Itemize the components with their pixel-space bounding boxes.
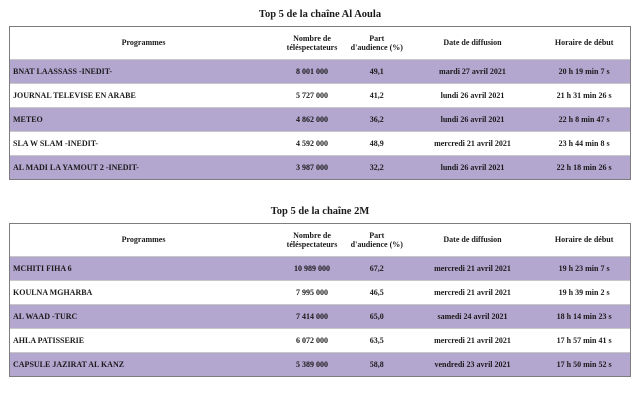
table-row bbox=[10, 131, 630, 155]
cell-viewers: 10 989 000 bbox=[294, 264, 330, 273]
table-row bbox=[10, 256, 630, 280]
cell-start-time: 23 h 44 min 8 s bbox=[558, 139, 610, 148]
cell-start-time: 17 h 57 min 41 s bbox=[556, 336, 612, 345]
table-row bbox=[10, 155, 630, 179]
table-row bbox=[10, 352, 630, 376]
table-row bbox=[10, 304, 630, 328]
table-row bbox=[10, 328, 630, 352]
cell-share: 67,2 bbox=[369, 264, 384, 273]
header-viewers: Nombre de téléspectateurs bbox=[286, 230, 338, 249]
cell-viewers: 7 414 000 bbox=[296, 312, 328, 321]
cell-programme: METEO bbox=[13, 115, 43, 124]
header-start-time: Horaire de début bbox=[554, 235, 614, 245]
cell-share: 58,8 bbox=[369, 360, 384, 369]
table-header bbox=[10, 27, 630, 59]
cell-share: 41,2 bbox=[369, 91, 384, 100]
cell-viewers: 3 987 000 bbox=[296, 163, 328, 172]
cell-programme: MCHITI FIHA 6 bbox=[13, 264, 72, 273]
table-title-al-aoula: Top 5 de la chaîne Al Aoula bbox=[258, 9, 382, 20]
cell-date: lundi 26 avril 2021 bbox=[440, 91, 505, 100]
header-programmes: Programmes bbox=[121, 235, 166, 245]
table-row bbox=[10, 59, 630, 83]
cell-date: mercredi 21 avril 2021 bbox=[434, 139, 511, 148]
cell-viewers: 5 727 000 bbox=[296, 91, 328, 100]
cell-share: 32,2 bbox=[369, 163, 384, 172]
cell-programme: AHLA PATISSERIE bbox=[13, 336, 85, 345]
table-header bbox=[10, 224, 630, 256]
cell-start-time: 22 h 18 min 26 s bbox=[556, 163, 612, 172]
cell-start-time: 19 h 39 min 2 s bbox=[558, 288, 610, 297]
table-row bbox=[10, 107, 630, 131]
cell-date: mercredi 21 avril 2021 bbox=[434, 336, 511, 345]
cell-viewers: 5 389 000 bbox=[296, 360, 328, 369]
cell-date: mercredi 21 avril 2021 bbox=[434, 264, 511, 273]
cell-viewers: 8 001 000 bbox=[296, 67, 328, 76]
cell-share: 36,2 bbox=[369, 115, 384, 124]
table-row bbox=[10, 280, 630, 304]
table-row bbox=[10, 83, 630, 107]
header-date: Date de diffusion bbox=[443, 235, 502, 245]
header-viewers: Nombre de téléspectateurs bbox=[286, 33, 338, 52]
cell-programme: AL WAAD -TURC bbox=[13, 312, 78, 321]
cell-share: 48,9 bbox=[369, 139, 384, 148]
cell-start-time: 21 h 31 min 26 s bbox=[556, 91, 612, 100]
cell-share: 46,5 bbox=[369, 288, 384, 297]
cell-share: 65,0 bbox=[369, 312, 384, 321]
cell-date: vendredi 23 avril 2021 bbox=[434, 360, 511, 369]
table-al-aoula bbox=[9, 26, 631, 180]
cell-date: mercredi 21 avril 2021 bbox=[434, 288, 511, 297]
header-date: Date de diffusion bbox=[443, 38, 502, 48]
cell-start-time: 20 h 19 min 7 s bbox=[558, 67, 610, 76]
cell-start-time: 19 h 23 min 7 s bbox=[558, 264, 610, 273]
cell-start-time: 18 h 14 min 23 s bbox=[556, 312, 612, 321]
cell-viewers: 7 995 000 bbox=[296, 288, 328, 297]
cell-start-time: 17 h 50 min 52 s bbox=[556, 360, 612, 369]
cell-date: lundi 26 avril 2021 bbox=[440, 115, 505, 124]
table-title-2m: Top 5 de la chaîne 2M bbox=[270, 206, 370, 217]
header-share: Part d'audience (%) bbox=[350, 33, 403, 52]
cell-viewers: 4 862 000 bbox=[296, 115, 328, 124]
header-share: Part d'audience (%) bbox=[350, 230, 403, 249]
cell-share: 63,5 bbox=[369, 336, 384, 345]
cell-programme: AL MADI LA YAMOUT 2 -INEDIT- bbox=[13, 163, 139, 172]
cell-programme: SLA W SLAM -INEDIT- bbox=[13, 139, 98, 148]
cell-date: samedi 24 avril 2021 bbox=[437, 312, 508, 321]
header-start-time: Horaire de début bbox=[554, 38, 614, 48]
cell-viewers: 4 592 000 bbox=[296, 139, 328, 148]
table-2m bbox=[9, 223, 631, 377]
cell-programme: CAPSULE JAZIRAT AL KANZ bbox=[13, 360, 125, 369]
cell-date: mardi 27 avril 2021 bbox=[439, 67, 506, 76]
cell-programme: BNAT LAASSASS -INEDIT- bbox=[13, 67, 112, 76]
header-programmes: Programmes bbox=[121, 38, 166, 48]
cell-programme: KOULNA MGHARBA bbox=[13, 288, 93, 297]
cell-share: 49,1 bbox=[369, 67, 384, 76]
cell-viewers: 6 072 000 bbox=[296, 336, 328, 345]
cell-date: lundi 26 avril 2021 bbox=[440, 163, 505, 172]
cell-programme: JOURNAL TELEVISE EN ARABE bbox=[13, 91, 136, 100]
cell-start-time: 22 h 8 min 47 s bbox=[558, 115, 610, 124]
